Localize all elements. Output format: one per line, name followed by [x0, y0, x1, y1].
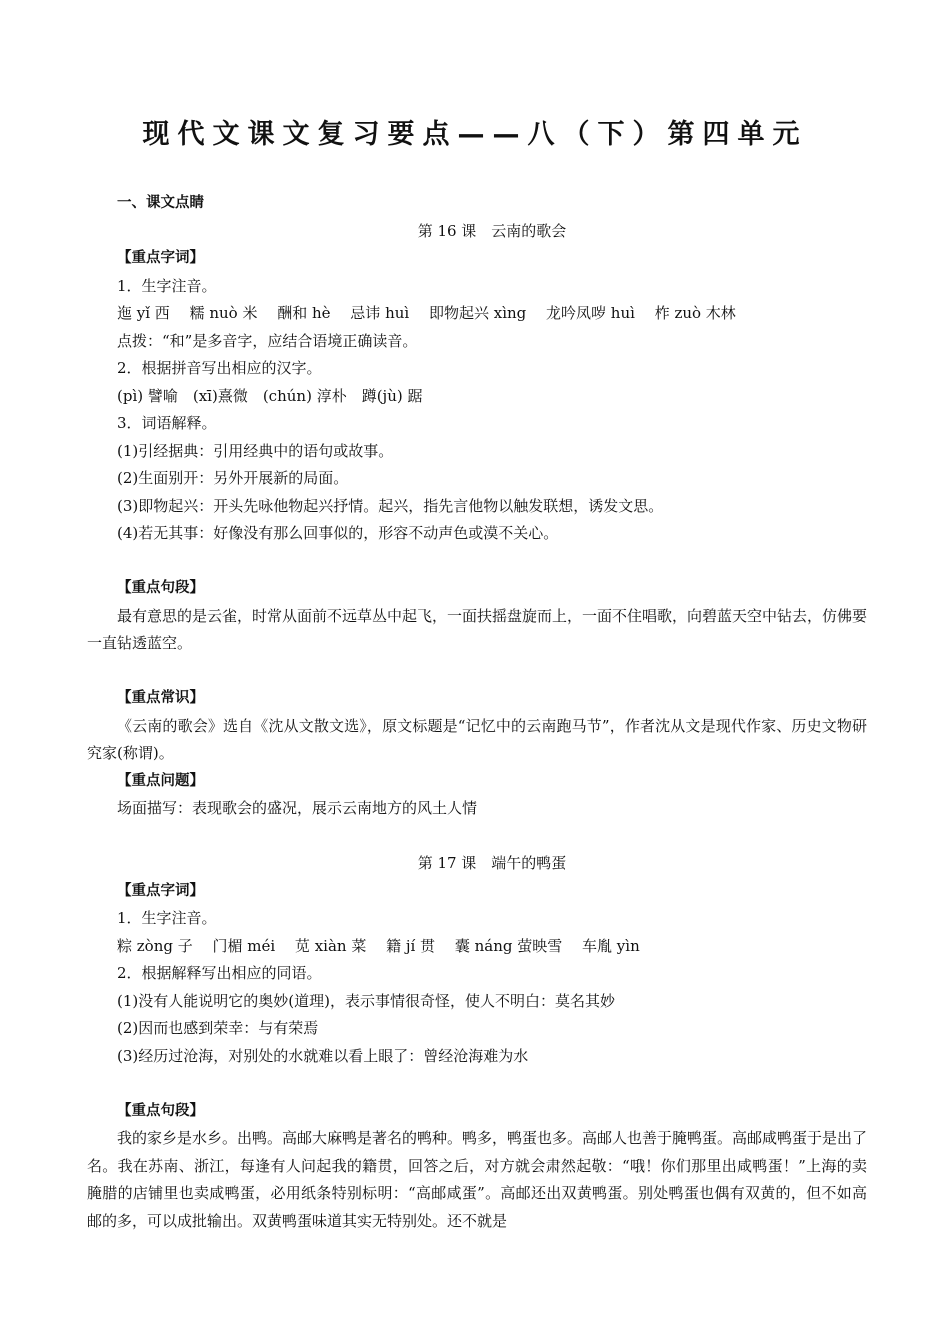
lesson-17-item-2: 2．根据解释写出相应的同语。: [117, 964, 322, 982]
lesson-16-key-sentences-heading: 【重点句段】: [117, 580, 204, 596]
section-heading: 一、课文点睛: [117, 195, 204, 211]
lesson-16-definition-4: (4)若无其事：好像没有那么回事似的，形容不动声色或漠不关心。: [117, 524, 559, 542]
lesson-17-item-1: 1．生字注音。: [117, 909, 217, 927]
lesson-16-item-1: 1．生字注音。: [117, 276, 217, 295]
spacer: [117, 823, 867, 851]
lesson-17-definition-1: (1)没有人能说明它的奥妙(道理)，表示事情很奇怪，使人不明白：莫名其妙: [117, 991, 615, 1010]
lesson-17-pinyin-line: 粽 zòng 子 门楣 méi 苋 xiàn 菜 籍 jí 贯 囊 náng 萤映雪 车胤 yìn: [117, 936, 640, 955]
lesson-16-key-words-heading: 【重点字词】: [117, 250, 204, 266]
lesson-17-key-sentences-heading: 【重点句段】: [117, 1102, 204, 1119]
lesson-16-key-sentences: 最有意思的是云雀，时常从面前不远草丛中起飞，一面扶摇盘旋而上，一面不住唱歌，向碧蓝天空中钻去，仿佛要一直钻透蓝空。: [87, 606, 868, 652]
lesson-16-chars-line: (pì) 譬喻 (xī)熹微 (chún) 淳朴 蹲(jù) 踞: [117, 386, 423, 405]
lesson-16-key-knowledge-heading: 【重点常识】: [117, 690, 204, 706]
lesson-16-tip: 点拨：“和”是多音字，应结合语境正确读音。: [117, 331, 418, 350]
spacer: [117, 548, 867, 576]
lesson-17-key-words-heading: 【重点字词】: [117, 882, 204, 899]
lesson-17-definition-3: (3)经历过沧海，对别处的水就难以看上眼了：曾经沧海难为水: [117, 1046, 529, 1065]
lesson-16-item-2: 2．根据拼音写出相应的汉字。: [117, 359, 322, 377]
document-body: [87, 190, 868, 1235]
lesson-16-pinyin-line: 迤 yǐ 西 糯 nuò 米 酬和 hè 忌讳 huì 即物起兴 xìng 龙吟凤哕 huì 柞 zuò 木林: [117, 304, 736, 322]
lesson-16-key-knowledge: 《云南的歌会》选自《沈从文散文选》，原文标题是“记忆中的云南跑马节”，作者沈从文是现代作家、历史文物研究家(称谓)。: [87, 716, 867, 762]
page-title: 现代文课文复习要点——八（下）第四单元: [142, 119, 808, 150]
spacer: [117, 658, 867, 686]
spacer: [117, 1070, 867, 1098]
lesson-16-definition-3: (3)即物起兴：开头先咏他物起兴抒情。起兴，指先言他物以触发联想，诱发文思。: [117, 496, 664, 515]
lesson-16-definition-1: (1)引经据典：引用经典中的语句或故事。: [117, 441, 394, 460]
lesson-16-key-question: 场面描写：表现歌会的盛况，展示云南地方的风土人情: [117, 799, 478, 817]
lesson-17-title: 第 17 课 端午的鸭蛋: [417, 854, 567, 872]
lesson-16-definition-2: (2)生面别开：另外开展新的局面。: [117, 469, 349, 487]
lesson-17-key-sentences: 我的家乡是水乡。出鸭。高邮大麻鸭是著名的鸭种。鸭多，鸭蛋也多。高邮人也善于腌鸭蛋。高邮咸鸭蛋于是出了名。我在苏南、浙江，每逢有人问起我的籍贯，回答之后，对方就会肃然起敬：“哦！你们那里出咸鸭蛋！”上海的卖腌腊的店铺里也卖咸鸭蛋，必用纸条特别标明：“高邮咸蛋”。高邮还出双黄鸭蛋。别处鸭蛋也偶有双黄的，但不如高邮的多，可以成批输出。双黄鸭蛋味道其实无特别处。还不就是: [87, 1129, 868, 1230]
lesson-17-definition-2: (2)因而也感到荣幸：与有荣焉: [117, 1019, 319, 1037]
lesson-16-title: 第 16 课 云南的歌会: [417, 221, 567, 240]
lesson-16-key-question-heading: 【重点问题】: [117, 772, 204, 789]
lesson-16-item-3: 3．词语解释。: [117, 414, 217, 432]
